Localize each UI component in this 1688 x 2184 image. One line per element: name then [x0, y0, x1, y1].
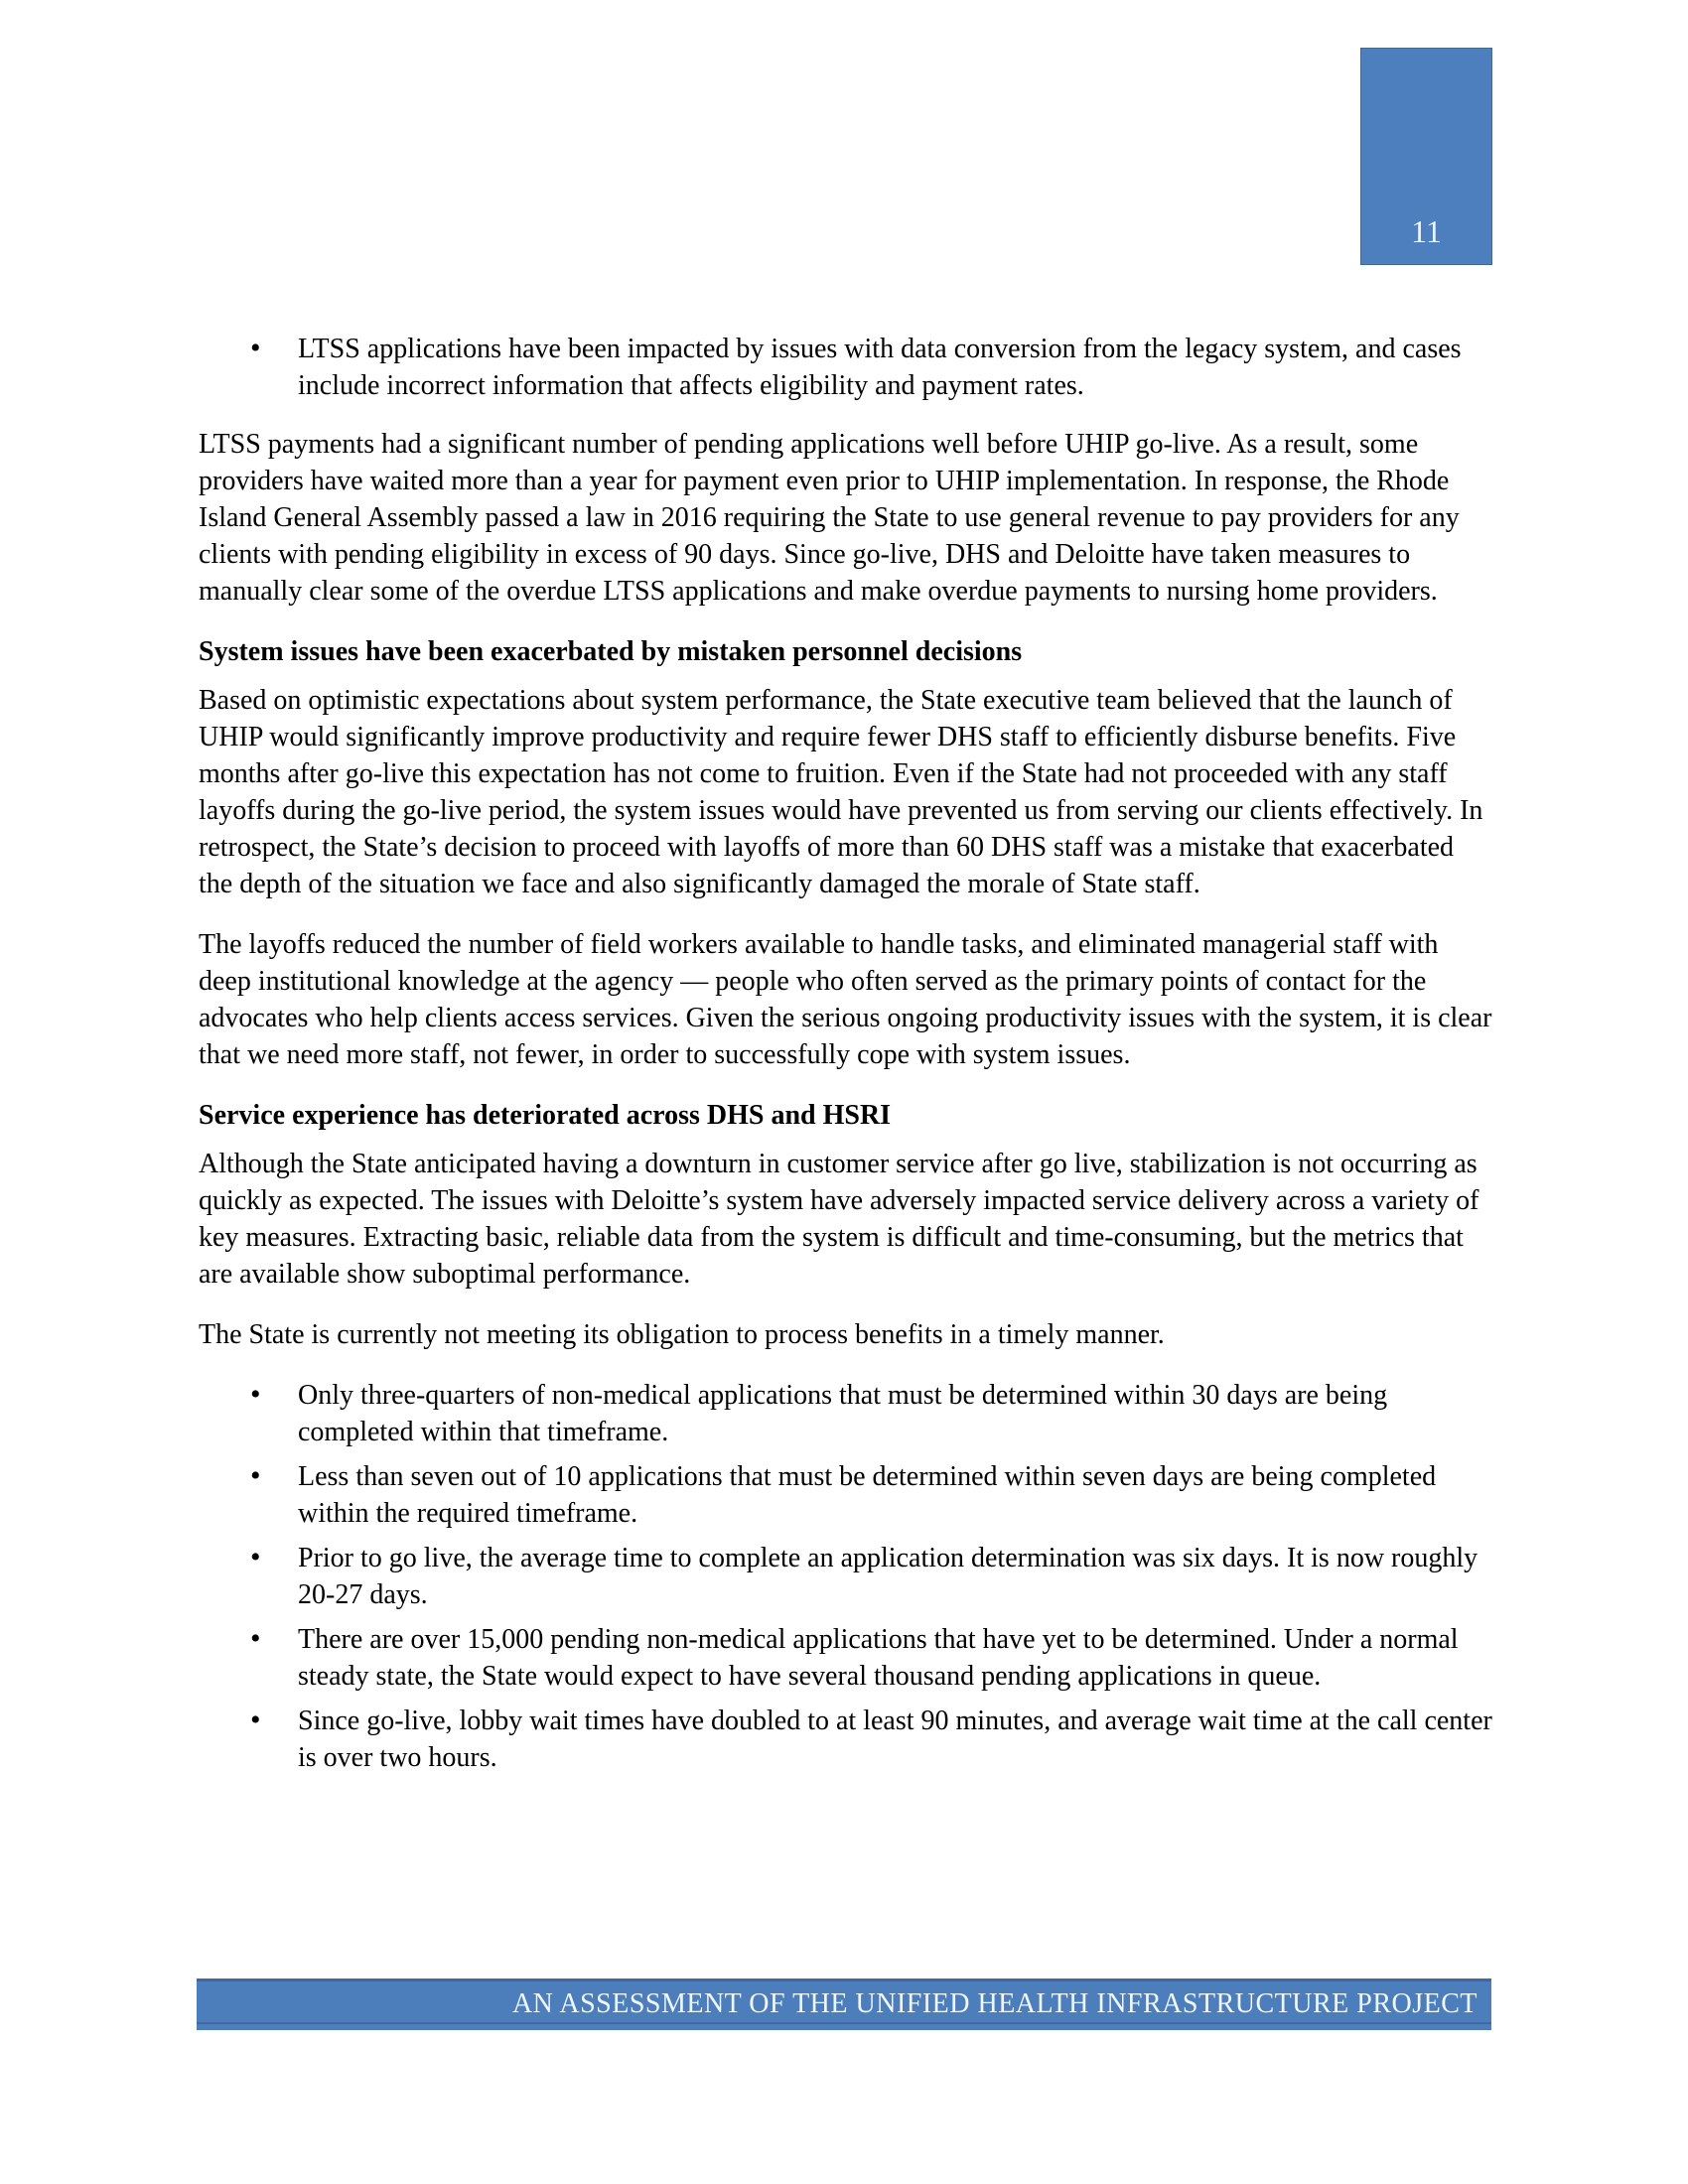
paragraph-personnel-1: Based on optimistic expectations about system performance, the State executive team believed that the launch of UHIP would significantly improve productivity and require fewer DHS staff to efficiently disburse benefits. Five months after go-live this expectation has not come to fruition. Even if the State had not proceeded with any staff layoffs during the go-live period, the system issues would have prevented us from serving our clients effectively. In retrospect, the State’s decision to proceed with layoffs of more than 60 DHS staff was a mistake that exacerbated the depth of the situation we face and also significantly damaged the morale of State staff.: [199, 685, 1483, 899]
bullet-list-metrics: [199, 1377, 1494, 1776]
list-item: • Only three-quarters of non-medical applications that must be determined within 30 days are being completed within that timeframe.: [199, 1377, 1494, 1450]
page-number: 11: [1411, 213, 1442, 249]
paragraph-timeliness: The State is currently not meeting its obligation to process benefits in a timely manner.: [199, 1319, 1165, 1350]
list-item: • Since go-live, lobby wait times have doubled to at least 90 minutes, and average wait time at the call center is over two hours.: [199, 1703, 1494, 1776]
footer-accent-line-bottom: [197, 2022, 1491, 2024]
paragraph-personnel-2: The layoffs reduced the number of field workers available to handle tasks, and eliminated managerial staff with deep institutional knowledge at the agency — people who often served as the primary points of contact for the advocates who help clients access services. Given the serious ongoing productivity issues with the system, it is clear that we need more staff, not fewer, in order to successfully cope with system issues.: [199, 929, 1492, 1070]
list-item: • Less than seven out of 10 applications that must be determined within seven days are being completed within the required timeframe.: [199, 1458, 1494, 1532]
list-item: • Prior to go live, the average time to complete an application determination was six days. It is now roughly 20-27 days.: [199, 1540, 1494, 1613]
section-heading-service: Service experience has deteriorated across DHS and HSRI: [199, 1100, 892, 1131]
paragraph-ltss-payments: LTSS payments had a significant number of pending applications well before UHIP go-live. As a result, some providers have waited more than a year for payment even prior to UHIP implementation. In response, the Rhode Island General Assembly passed a law in 2016 requiring the State to use general revenue to pay providers for any clients with pending eligibility in excess of 90 days. Since go-live, DHS and Deloitte have taken measures to manually clear some of the overdue LTSS applications and make overdue payments to nursing home providers.: [199, 429, 1460, 607]
footer-title: AN ASSESSMENT OF THE UNIFIED HEALTH INFRASTRUCTURE PROJECT: [511, 1988, 1477, 2019]
footer-accent-line-top: [197, 1979, 1491, 1981]
footer-bar: [197, 1979, 1491, 2030]
page-content: [199, 331, 1494, 1776]
list-item: • There are over 15,000 pending non-medical applications that have yet to be determined. Under a normal steady state, the State would expect to have several thousand pending applications in queue.: [199, 1621, 1494, 1695]
list-item: • LTSS applications have been impacted by issues with data conversion from the legacy system, and cases include incorrect information that affects eligibility and payment rates.: [199, 331, 1494, 404]
page-number-box: [1360, 48, 1492, 265]
paragraph-service-1: Although the State anticipated having a downturn in customer service after go live, stabilization is not occurring as quickly as expected. The issues with Deloitte’s system have adversely impacted service delivery across a variety of key measures. Extracting basic, reliable data from the system is difficult and time-consuming, but the metrics that are available show suboptimal performance.: [199, 1149, 1479, 1290]
section-heading-personnel: System issues have been exacerbated by mistaken personnel decisions: [199, 636, 1023, 667]
bullet-list-ltss: [199, 331, 1494, 404]
